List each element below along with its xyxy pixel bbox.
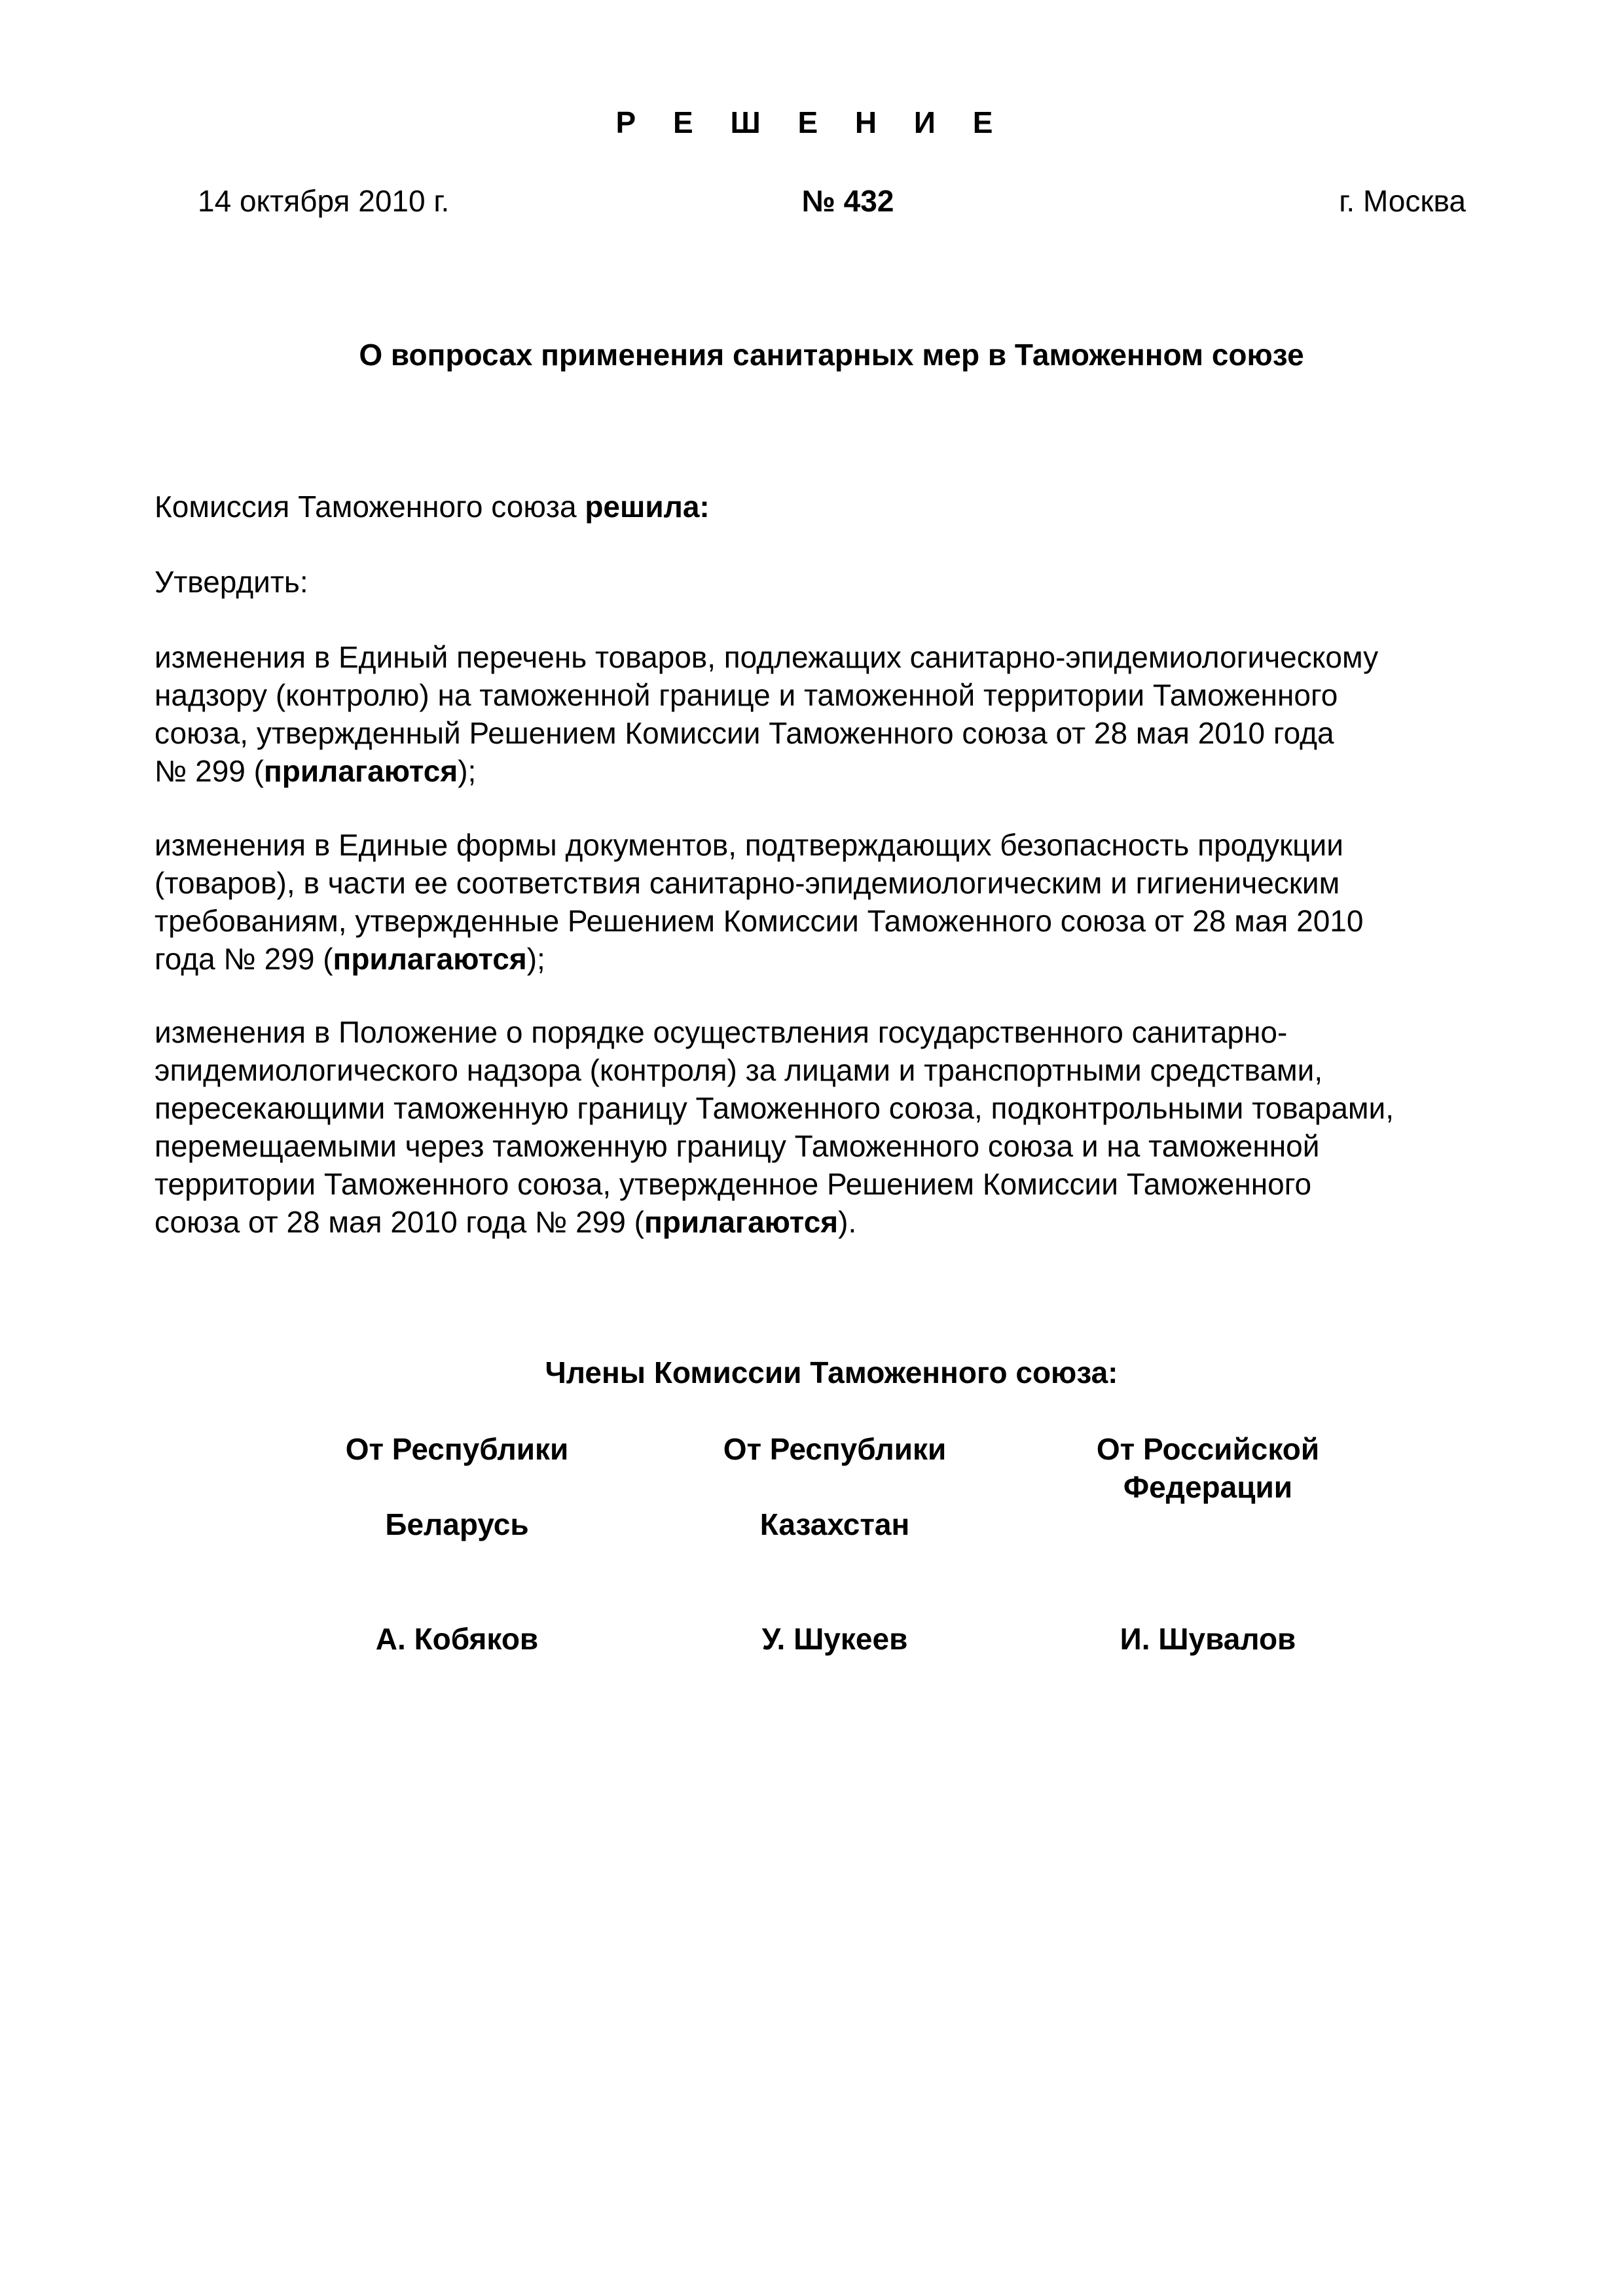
intro-decision: решила: (585, 490, 710, 524)
paragraph-last-suffix: ); (458, 754, 477, 788)
paragraph-last-suffix: ). (838, 1205, 857, 1239)
members-title: Члены Комиссии Таможенного союза: (545, 1355, 1118, 1390)
document-subject: О вопросах применения санитарных мер в Таможенном союзе (359, 338, 1304, 372)
signatory-country: Беларусь (385, 1507, 529, 1541)
paragraph-last-line (155, 1203, 1549, 1241)
paragraph-line: пересекающими таможенную границу Таможенного союза, подконтрольными товарами, (155, 1091, 1395, 1125)
attached-note: прилагаются (644, 1205, 839, 1239)
paragraph-line: эпидемиологического надзора (контроля) за лицами и транспортными средствами, (155, 1053, 1323, 1087)
paragraph-line: перемещаемыми через таможенную границу Таможенного союза и на таможенной (155, 1129, 1320, 1163)
paragraph-last-prefix: года № 299 ( (155, 942, 333, 976)
paragraph-line: территории Таможенного союза, утвержденное Решением Комиссии Таможенного (155, 1167, 1312, 1201)
paragraph-last-prefix: № 299 ( (155, 754, 264, 788)
paragraph-last-line (155, 940, 1549, 978)
signatory-from: От Республики (723, 1432, 947, 1466)
paragraph-line: (товаров), в части ее соответствия санитарно-эпидемиологическим и гигиеническим (155, 866, 1340, 900)
paragraph-3 (155, 1013, 1549, 1241)
paragraph-last-line (155, 752, 1549, 790)
paragraph-line: изменения в Положение о порядке осуществления государственного санитарно- (155, 1015, 1288, 1049)
signatory-name: И. Шувалов (1120, 1622, 1296, 1656)
intro-text: Комиссия Таможенного союза (155, 490, 585, 524)
signatory-from: От Республики (345, 1432, 569, 1466)
document-date: 14 октября 2010 г. (198, 184, 450, 218)
paragraph-last-suffix: ); (526, 942, 545, 976)
signatory-from: От Российской Федерации (1096, 1432, 1320, 1504)
approve-line: Утвердить: (155, 565, 308, 599)
intro-line (155, 488, 1549, 526)
paragraph-line: требованиям, утвержденные Решением Комиссии Таможенного союза от 28 мая 2010 (155, 904, 1364, 938)
paragraph-1 (155, 638, 1549, 790)
paragraph-line: союза, утвержденный Решением Комиссии Таможенного союза от 28 мая 2010 года (155, 716, 1334, 750)
paragraph-line: изменения в Единые формы документов, подтверждающих безопасность продукции (155, 828, 1343, 862)
attached-note: прилагаются (333, 942, 527, 976)
attached-note: прилагаются (263, 754, 458, 788)
paragraph-last-prefix: союза от 28 мая 2010 года № 299 ( (155, 1205, 644, 1239)
signatory-name: У. Шукеев (761, 1622, 908, 1656)
signatory-country: Казахстан (759, 1507, 910, 1541)
document-title: Р Е Ш Е Н И Е (615, 105, 1008, 139)
signatory-name: А. Кобяков (375, 1622, 539, 1656)
document-number: № 432 (801, 184, 894, 218)
document-city: г. Москва (1339, 184, 1466, 218)
paragraph-line: изменения в Единый перечень товаров, подлежащих санитарно-эпидемиологическому (155, 640, 1379, 674)
paragraph-line: надзору (контролю) на таможенной границе и таможенной территории Таможенного (155, 678, 1338, 712)
paragraph-2 (155, 826, 1549, 978)
